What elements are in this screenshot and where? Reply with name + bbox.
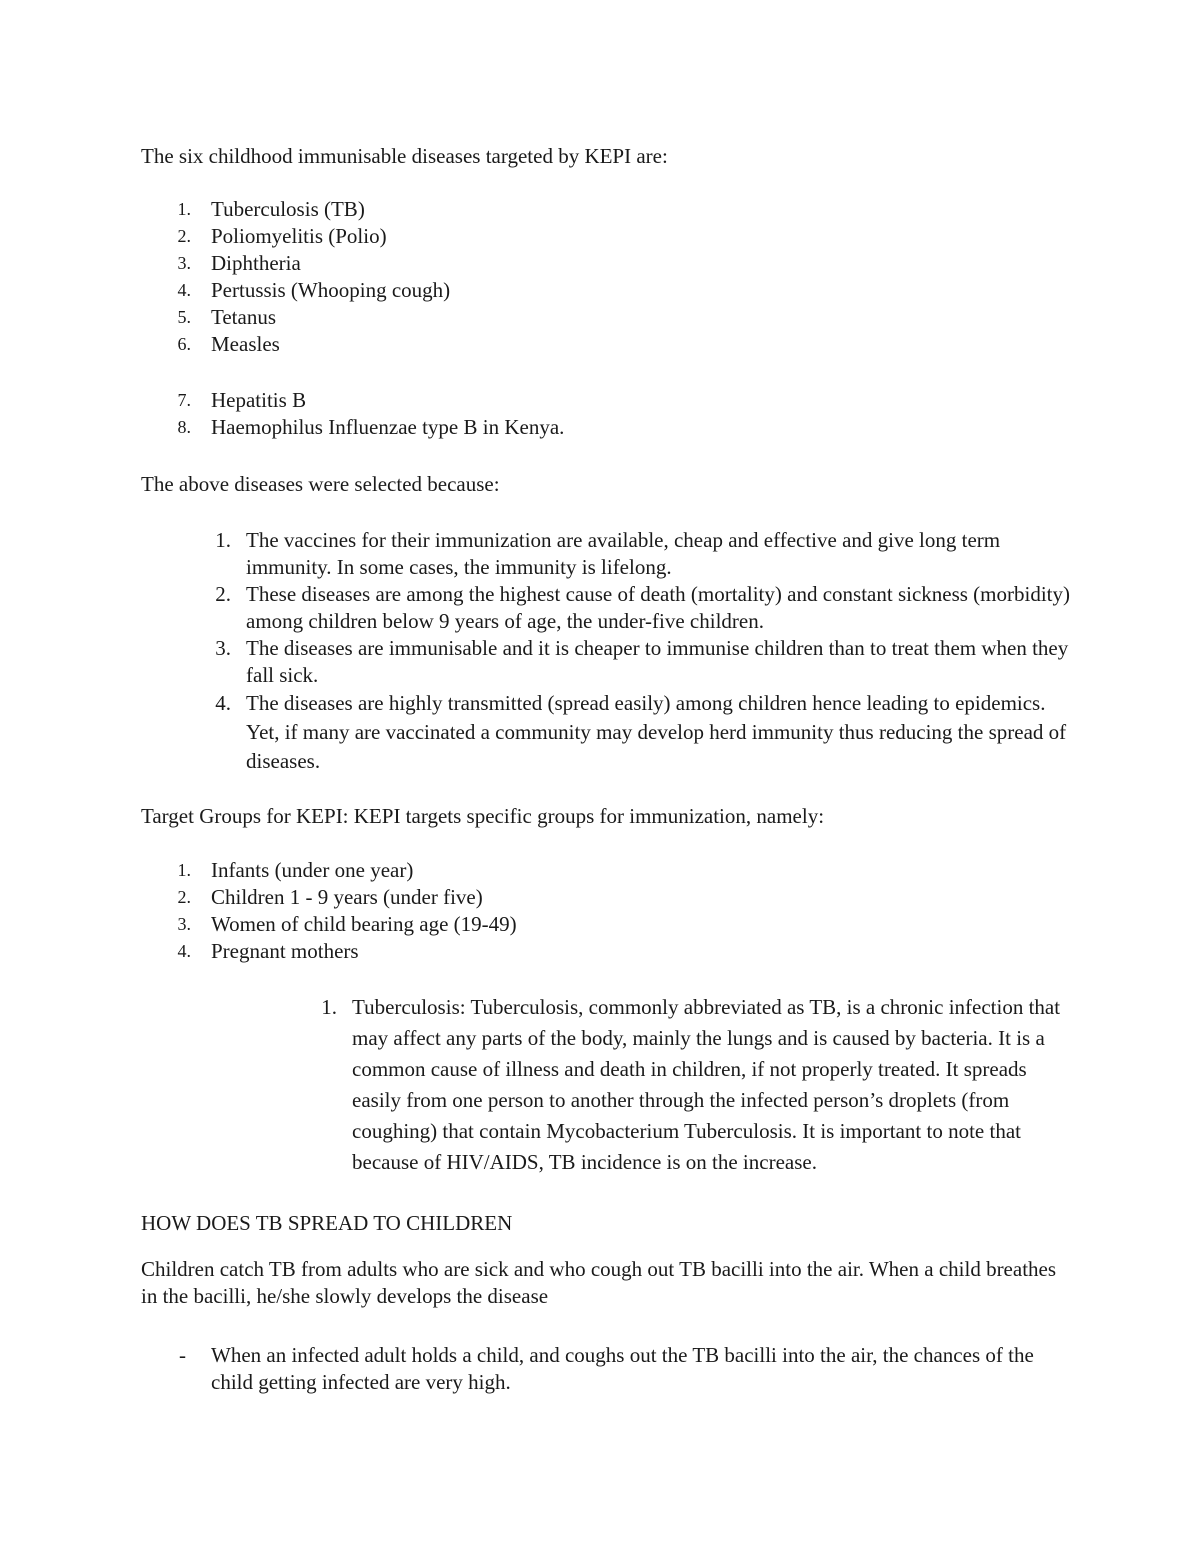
list-number: 1.	[177, 860, 191, 880]
list-number: 4.	[215, 691, 231, 715]
target-groups-list	[141, 857, 1041, 965]
list-item	[141, 250, 1041, 277]
list-number: 1.	[321, 995, 337, 1019]
list-number: 1.	[215, 528, 231, 552]
list-text: Tuberculosis: Tuberculosis, commonly abbreviated as TB, is a chronic infection that may affect any parts of the body, mainly the lungs and is caused by bacteria. It is a common cause of illness and death in children, if not properly treated. It spreads easily from one person to another through the infected person’s droplets (from coughing) that contain Mycobacterium Tuberculosis. It is important to note that because of HIV/AIDS, TB incidence is on the increase.	[352, 995, 1061, 1174]
list-number: 2.	[215, 582, 231, 606]
list-number: 3.	[177, 253, 191, 273]
list-text: Tuberculosis (TB)	[211, 197, 365, 221]
reasons-intro: The above diseases were selected because:	[141, 472, 500, 496]
list-item	[141, 196, 1041, 223]
list-text: Diphtheria	[211, 251, 301, 275]
diseases-intro: The six childhood immunisable diseases targeted by KEPI are:	[141, 144, 668, 168]
list-number: 7.	[177, 390, 191, 410]
list-number: 5.	[177, 307, 191, 327]
list-item	[141, 223, 1041, 250]
list-number: 1.	[177, 199, 191, 219]
list-number: 8.	[177, 417, 191, 437]
list-item	[141, 581, 1071, 635]
list-number: 4.	[177, 280, 191, 300]
reasons-list	[141, 527, 1071, 776]
list-item	[141, 277, 1041, 304]
diseases-list	[141, 196, 1041, 441]
spread-paragraph: Children catch TB from adults who are sick and who cough out TB bacilli into the air. When a child breathes in the bacilli, he/she slowly develops the disease	[141, 1257, 1057, 1308]
list-text: Hepatitis B	[211, 388, 307, 412]
list-text: Tetanus	[211, 305, 277, 329]
list-number: 4.	[177, 941, 191, 961]
list-item	[141, 527, 1071, 581]
list-text: Pregnant mothers	[211, 939, 359, 963]
list-item	[141, 884, 1041, 911]
list-item	[141, 304, 1041, 331]
list-item	[141, 992, 1071, 1178]
list-bullet: -	[179, 1343, 186, 1367]
section-heading: HOW DOES TB SPREAD TO CHILDREN	[141, 1211, 513, 1235]
list-text: When an infected adult holds a child, and coughs out the TB bacilli into the air, the chances of the child getting infected are very high.	[211, 1343, 1034, 1394]
list-item	[141, 1342, 1041, 1396]
list-text: These diseases are among the highest cause of death (mortality) and constant sickness (morbidity) among children below 9 years of age, the under-five children.	[246, 582, 1071, 633]
list-item	[141, 857, 1041, 884]
list-text: The diseases are highly transmitted (spread easily) among children hence leading to epidemics. Yet, if many are vaccinated a community may develop herd immunity thus reducing the spread of diseases.	[246, 691, 1067, 773]
list-text: Pertussis (Whooping cough)	[211, 278, 451, 302]
list-item	[141, 387, 1041, 414]
list-item	[141, 635, 1071, 689]
list-text: The vaccines for their immunization are available, cheap and effective and give long term immunity. In some cases, the immunity is lifelong.	[246, 528, 1001, 579]
list-text: Infants (under one year)	[211, 858, 414, 882]
list-number: 6.	[177, 334, 191, 354]
list-text: The diseases are immunisable and it is cheaper to immunise children than to treat them when they fall sick.	[246, 636, 1069, 687]
list-item	[141, 331, 1041, 358]
tb-detail-list	[141, 992, 1071, 1178]
list-text: Measles	[211, 332, 280, 356]
list-number: 3.	[215, 636, 231, 660]
groups-intro: Target Groups for KEPI: KEPI targets specific groups for immunization, namely:	[141, 804, 825, 828]
list-text: Poliomyelitis (Polio)	[211, 224, 387, 248]
list-text: Haemophilus Influenzae type B in Kenya.	[211, 415, 565, 439]
list-text: Children 1 - 9 years (under five)	[211, 885, 483, 909]
list-number: 3.	[177, 914, 191, 934]
list-item	[141, 689, 1071, 776]
list-item	[141, 911, 1041, 938]
list-text: Women of child bearing age (19-49)	[211, 912, 517, 936]
spread-points-list	[141, 1342, 1041, 1396]
list-number: 2.	[177, 887, 191, 907]
list-number: 2.	[177, 226, 191, 246]
list-item	[141, 414, 1041, 441]
list-item	[141, 938, 1041, 965]
